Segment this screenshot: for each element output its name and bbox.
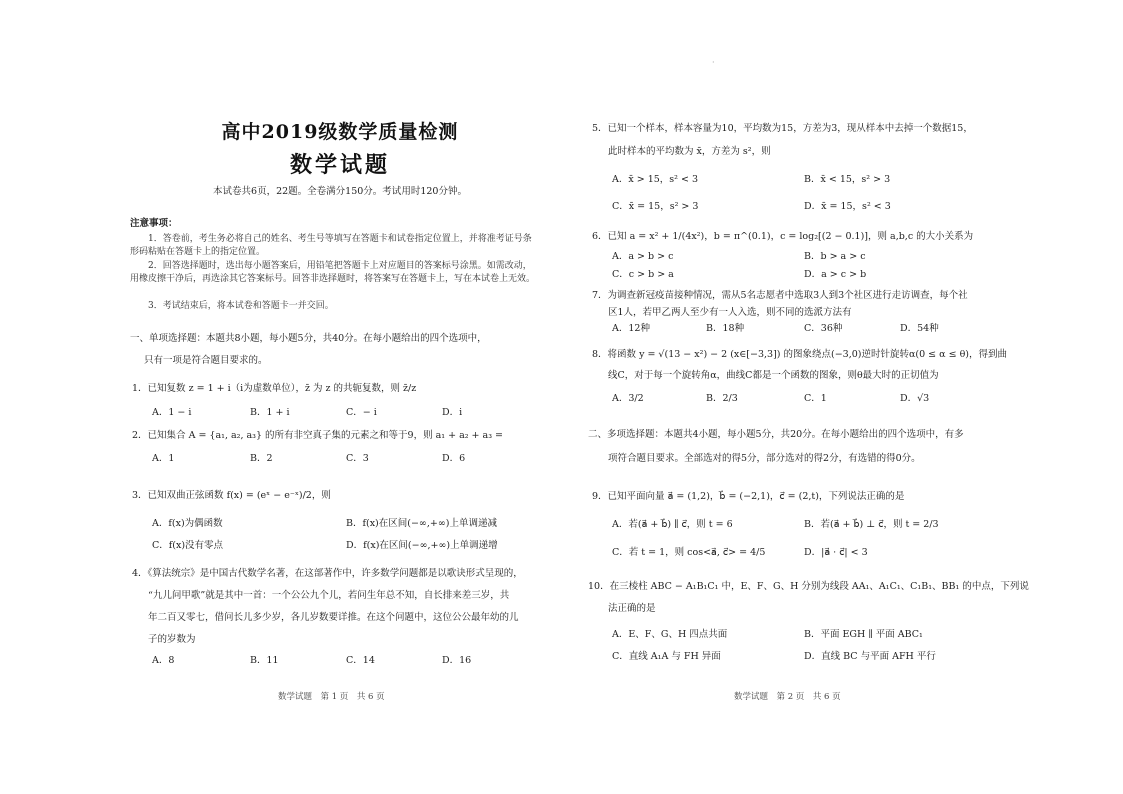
q2-option-c: C．3 <box>346 453 369 464</box>
q7-option-c: C．36种 <box>804 323 843 334</box>
question-4-line2: “九儿问甲歌”就是其中一首：一个公公九个儿，若问生年总不知，自长排来差三岁，共 <box>148 590 510 601</box>
section2-heading: 二、多项选择题：本题共4小题，每小题5分，共20分。在每小题给出的四个选项中，有多 <box>588 429 964 440</box>
q6-option-b: B．b > a > c <box>804 251 866 262</box>
q2-option-d: D．6 <box>442 453 466 464</box>
page-footer-left: 数学试题 第 1 页 共 6 页 <box>278 692 385 702</box>
q7-option-a: A．12种 <box>612 323 650 334</box>
q4-option-d: D．16 <box>442 655 472 666</box>
question-6: 6．已知 a = x² + 1/(4x²)，b = π^(0.1)，c = log₂[(2 − 0.1)]，则 a,b,c 的大小关系为 <box>592 231 974 242</box>
q3-option-a: A．f(x)为偶函数 <box>152 518 223 529</box>
q10-option-d: D．直线 BC 与平面 AFH 平行 <box>804 651 936 662</box>
q9-option-a: A．若(a⃗ + b⃗) ∥ c⃗，则 t = 6 <box>612 519 733 530</box>
section2-heading-cont: 项符合题目要求。全部选对的得5分，部分选对的得2分，有选错的得0分。 <box>608 453 921 464</box>
q10-option-b: B．平面 EGH ∥ 平面 ABC₁ <box>804 629 923 640</box>
question-10-line2: 法正确的是 <box>608 603 656 614</box>
question-5: 5．已知一个样本，样本容量为10，平均数为15，方差为3，现从样本中去掉一个数据15， <box>592 123 973 134</box>
q6-option-c: C．c > b > a <box>612 269 674 280</box>
question-9: 9．已知平面向量 a⃗ = (1,2)，b⃗ = (−2,1)，c⃗ = (2,t)，下列说法正确的是 <box>592 491 905 502</box>
exam-intro: 本试卷共6页，22题。全卷满分150分。考试用时120分钟。 <box>213 186 467 197</box>
q8-option-d: D．√3 <box>900 393 930 404</box>
q10-option-c: C．直线 A₁A 与 FH 异面 <box>612 651 721 662</box>
q1-option-c: C．− i <box>346 407 377 418</box>
q1-option-d: D．i <box>442 407 463 418</box>
question-10: 10．在三棱柱 ABC − A₁B₁C₁ 中，E、F、G、H 分别为线段 AA₁、A₁C₁、C₁B₁、BB₁ 的中点，下列说 <box>588 581 1029 592</box>
question-7: 7．为调查新冠疫苗接种情况，需从5名志愿者中选取3人到3个社区进行走访调查，每个社 <box>592 290 968 301</box>
q4-option-a: A．8 <box>152 655 175 666</box>
exam-subtitle: 数学试题 <box>289 152 390 178</box>
q6-option-d: D．a > c > b <box>804 269 867 280</box>
q5-option-a: A．x̄ > 15，s² < 3 <box>612 174 699 185</box>
q4-option-b: B．11 <box>250 655 279 666</box>
question-3: 3．已知双曲正弦函数 f(x) = (eˣ − e⁻ˣ)/2，则 <box>132 490 331 501</box>
question-1: 1．已知复数 z = 1 + i（i为虚数单位），z̄ 为 z 的共轭复数，则 z̄/z <box>132 383 417 394</box>
q5-option-c: C．x̄ = 15，s² > 3 <box>612 201 699 212</box>
question-4-line4: 子的岁数为 <box>148 634 196 645</box>
note-3: 3．考试结束后，将本试卷和答题卡一并交回。 <box>148 301 334 311</box>
q7-option-d: D．54种 <box>900 323 939 334</box>
question-2: 2．已知集合 A = {a₁, a₂, a₃} 的所有非空真子集的元素之和等于9，则 a₁ + a₂ + a₃ = <box>132 430 503 441</box>
q3-option-b: B．f(x)在区间(−∞,+∞)上单调递减 <box>346 518 497 529</box>
q6-option-a: A．a > b > c <box>612 251 674 262</box>
q5-option-d: D．x̄ = 15，s² < 3 <box>804 201 891 212</box>
q9-option-d: D．|a⃗ · c⃗| < 3 <box>804 547 868 558</box>
q9-option-b: B．若(a⃗ + b⃗) ⊥ c⃗，则 t = 2/3 <box>804 519 939 530</box>
scan-speck: · <box>712 58 715 67</box>
q8-option-a: A．3/2 <box>612 393 644 404</box>
q7-option-b: B．18种 <box>706 323 745 334</box>
q2-option-b: B．2 <box>250 453 273 464</box>
notes-title: 注意事项： <box>130 218 178 229</box>
left-page <box>120 0 560 794</box>
question-5-line2: 此时样本的平均数为 x̄，方差为 s²，则 <box>608 146 771 157</box>
q3-option-c: C．f(x)没有零点 <box>152 540 224 551</box>
q9-option-c: C．若 t = 1，则 cos<a⃗, c⃗> = 4/5 <box>612 547 766 558</box>
q3-option-d: D．f(x)在区间(−∞,+∞)上单调递增 <box>346 540 498 551</box>
q8-option-c: C．1 <box>804 393 827 404</box>
q5-option-b: B．x̄ < 15，s² > 3 <box>804 174 891 185</box>
q1-option-b: B．1 + i <box>250 407 290 418</box>
q2-option-a: A．1 <box>152 453 175 464</box>
question-8: 8．将函数 y = √(13 − x²) − 2 (x∈[−3,3]) 的图象绕点(−3,0)逆时针旋转α(0 ≤ α ≤ θ)，得到曲 <box>592 349 1008 360</box>
question-4-line3: 年二百又零七，借问长儿多少岁，各儿岁数要详推。在这个问题中，这位公公最年幼的儿 <box>148 612 519 623</box>
question-7-line2: 区1人，若甲乙两人至少有一人入选，则不同的选派方法有 <box>608 307 852 318</box>
q10-option-a: A．E、F、G、H 四点共面 <box>612 629 728 640</box>
exam-title: 高中2019级数学质量检测 <box>221 121 459 143</box>
question-4: 4．《算法统宗》是中国古代数学名著，在这部著作中，许多数学问题都是以歌诀形式呈现的， <box>132 568 523 579</box>
q1-option-a: A．1 − i <box>152 407 192 418</box>
q4-option-c: C．14 <box>346 655 375 666</box>
question-8-line2: 线C，对于每一个旋转角α，曲线C都是一个函数的图象，则θ最大时的正切值为 <box>608 370 939 381</box>
page-footer-right: 数学试题 第 2 页 共 6 页 <box>734 692 841 702</box>
q8-option-b: B．2/3 <box>706 393 738 404</box>
section1-heading-cont: 只有一项是符合题目要求的。 <box>144 355 268 366</box>
right-page <box>588 0 1029 794</box>
section1-heading: 一、单项选择题：本题共8小题，每小题5分，共40分。在每小题给出的四个选项中， <box>130 333 487 344</box>
note-2: 2．回答选择题时，选出每小题答案后，用铅笔把答题卡上对应题目的答案标号涂黑。如需改动，用橡皮擦干净后，再选涂其它答案标号。回答非选择题时，将答案写在答题卡上，写在本试卷上无效。 <box>130 261 536 284</box>
note-1: 1．答卷前，考生务必将自己的姓名、考生号等填写在答题卡和试卷指定位置上，并将准考证号条形码粘贴在答题卡上的指定位置。 <box>130 234 532 257</box>
